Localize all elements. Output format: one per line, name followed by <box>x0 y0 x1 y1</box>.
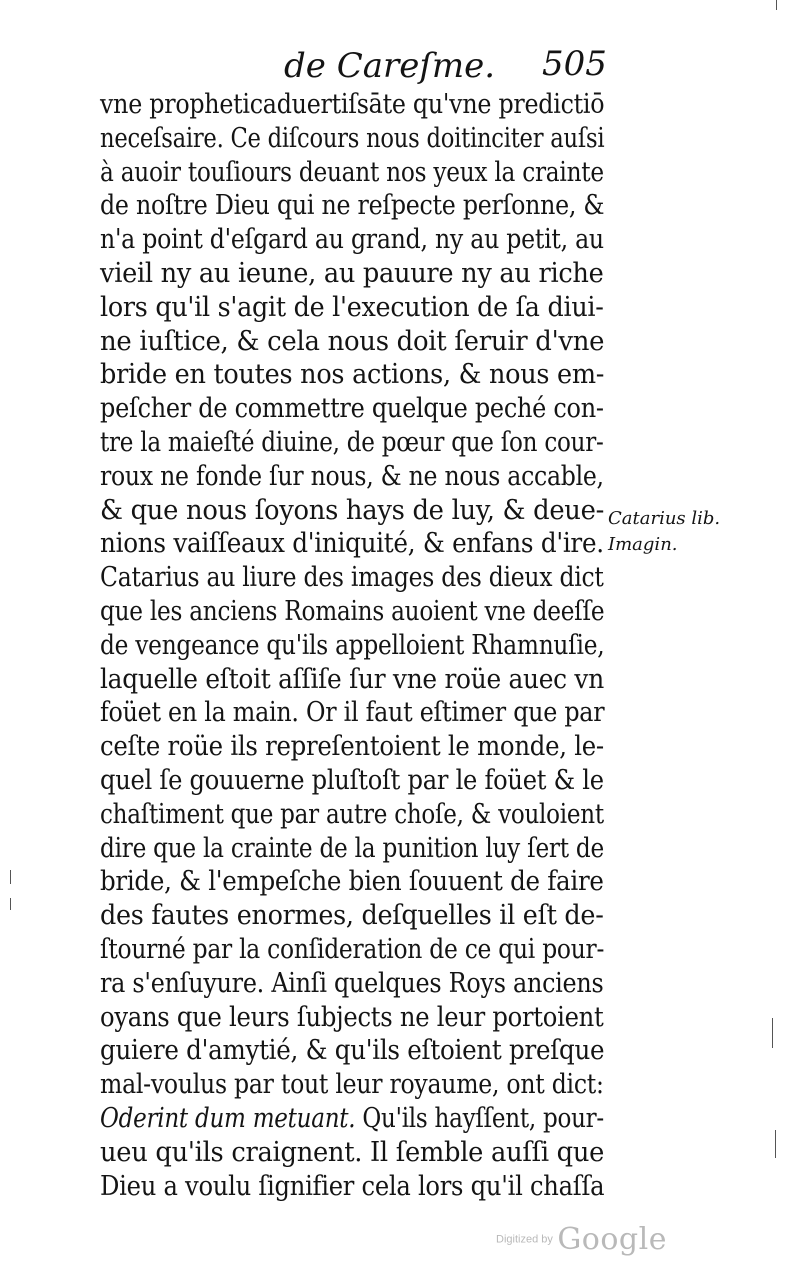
scan-edge-mark <box>775 1130 776 1158</box>
scan-edge-mark <box>772 1018 773 1048</box>
text-line: guiere d'amytié, & qu'ils eſtoient preſque <box>100 1035 605 1067</box>
text-line: roux ne fonde ſur nous, & ne nous accable, <box>100 460 604 492</box>
text-line: mal-voulus par tout leur royaume, ont dict: <box>100 1069 604 1101</box>
text-line: ceſte roüe ils repreſentoient le monde, le- <box>100 731 604 763</box>
text-line: que les anciens Romains auoient vne deeſſe <box>100 595 605 627</box>
scan-edge-mark <box>10 898 11 910</box>
page-number: 505 <box>542 44 607 84</box>
text-line: ſtourné par la conſideration de ce qui pour- <box>100 933 605 965</box>
text-line: oyans que leurs ſubjects ne leur portoient <box>100 1001 604 1033</box>
running-header-title: de Careſme. <box>284 46 496 86</box>
text-line: chaſtiment que par autre choſe, & vouloient <box>100 798 604 830</box>
latin-quote: Oderint dum metuant. <box>100 1102 356 1134</box>
text-line: bride, & l'empeſche bien ſouuent de faire <box>100 866 604 898</box>
text-line: tre la maieſté diuine, de pœur que ſon cour- <box>100 426 604 458</box>
text-line: de vengeance qu'ils appelloient Rhamnuſie, <box>100 629 605 661</box>
text-line: laquelle eſtoit aſſiſe ſur vne roüe auec vn <box>100 663 604 695</box>
text-line: Dieu a voulu ſignifier cela lors qu'il chaſſa <box>100 1170 605 1202</box>
scan-edge-mark <box>776 0 777 10</box>
text-line: quel ſe gouuerne pluſtoſt par le foüet & le <box>100 764 604 796</box>
text-line: vne propheticaduertiſsāte qu'vne predictiō <box>100 89 605 120</box>
text-line: ueu qu'ils craignent. Il ſemble auſſi que <box>100 1136 605 1168</box>
digitized-by-google-watermark <box>496 1222 667 1257</box>
text-line: Catarius au liure des images des dieux dict <box>100 562 604 594</box>
text-line: foüet en la main. Or il faut eſtimer que par <box>100 697 605 729</box>
text-line: à auoir touſiours deuant nos yeux la crainte <box>100 156 604 188</box>
watermark-prefix: Digitized by <box>496 1233 553 1246</box>
scan-edge-mark <box>10 870 11 884</box>
text-line: peſcher de commettre quelque peché con- <box>100 393 604 425</box>
margin-note-line-1: Catarius lib. <box>608 508 721 529</box>
text-line: dire que la crainte de la punition luy ſert de <box>100 832 604 864</box>
text-line: vieil ny au ieune, au pauure ny au riche <box>100 257 604 289</box>
text-line: Oderint dum metuant. Qu'ils hayſſent, pour- <box>100 1102 604 1134</box>
text-line: nions vaiſſeaux d'iniquité, & enfans d'ire. <box>100 528 604 560</box>
text-line: des fautes enormes, deſquelles il eſt de- <box>100 900 604 932</box>
text-line: ra s'enſuyure. Ainſi quelques Roys anciens <box>100 967 604 999</box>
text-line: de noſtre Dieu qui ne reſpecte perſonne, & <box>100 190 605 222</box>
margin-note-line-2: Imagin. <box>608 534 678 555</box>
text-line: neceſsaire. Ce diſcours nous doitinciter auſsi <box>100 122 605 154</box>
text-line: ne iuſtice, & cela nous doit ſeruir d'vne <box>100 325 605 357</box>
google-logo: Google <box>557 1222 667 1257</box>
text-line: bride en toutes nos actions, & nous em- <box>100 359 605 391</box>
text-line: lors qu'il s'agit de l'execution de ſa diui- <box>100 291 604 323</box>
text-line: & que nous ſoyons hays de luy, & deue- <box>100 494 605 526</box>
text-line: n'a point d'eſgard au grand, ny au petit, au <box>100 224 604 256</box>
margin-note <box>608 506 778 558</box>
body-text <box>100 88 604 1203</box>
